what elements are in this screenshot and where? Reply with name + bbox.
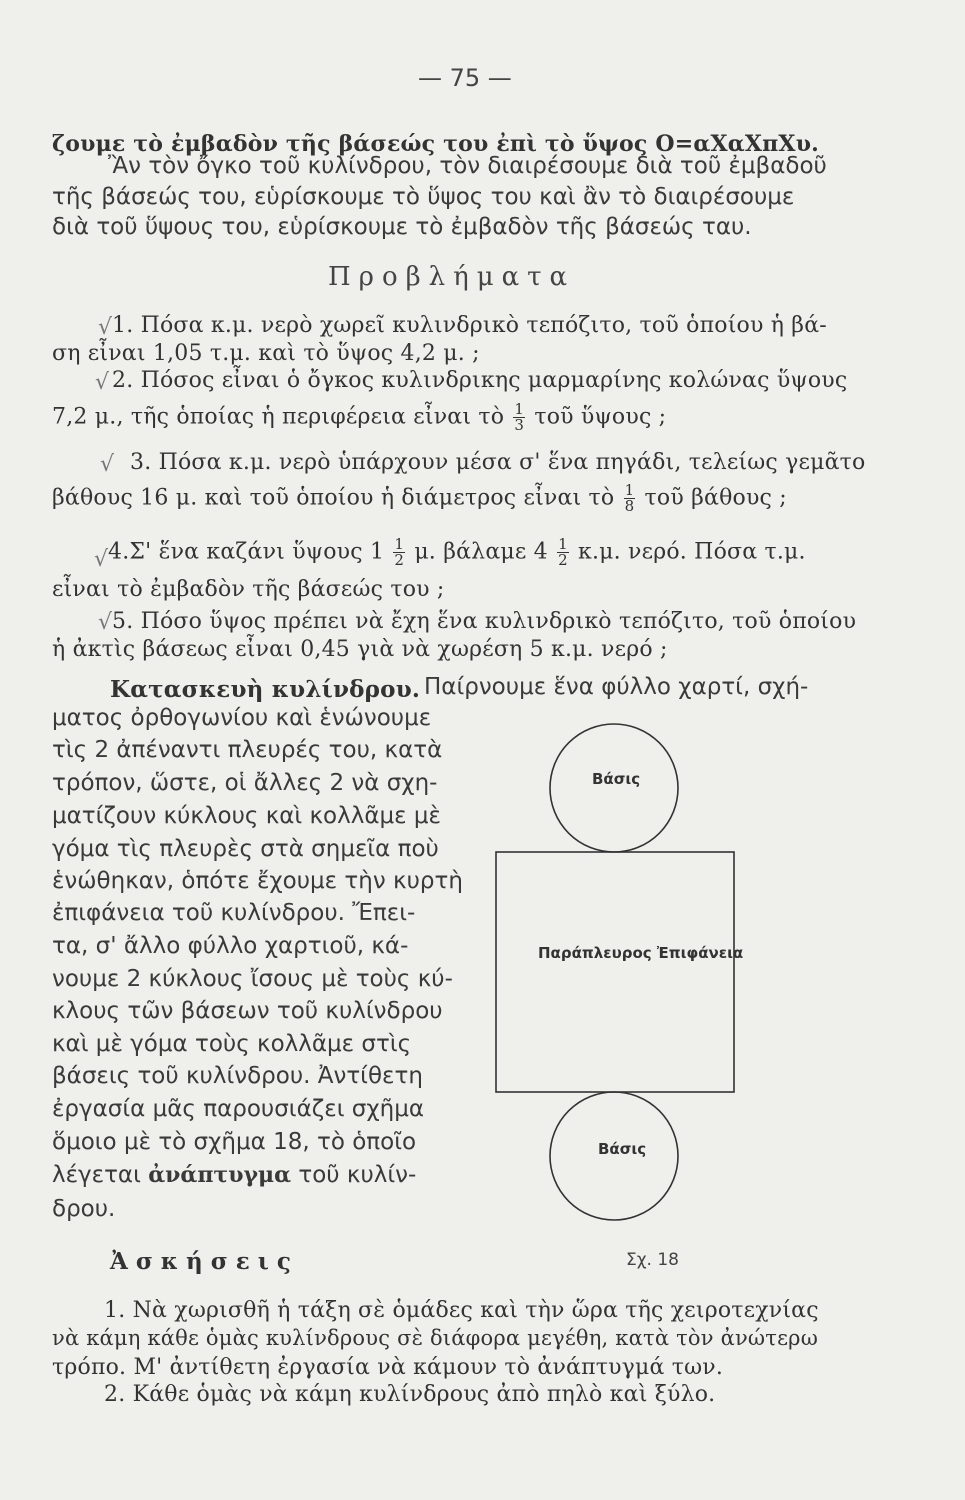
problem-3-text-a: βάθους 16 μ. καὶ τοῦ ὁποίου ἡ διάμετρος εἶναι τὸ [52, 485, 615, 511]
check-mark-4: √ [94, 547, 109, 572]
problem-2-text-b: τοῦ ὕψους ; [534, 404, 667, 430]
fraction-numerator: 1 [514, 400, 525, 418]
problem-2-text-a: 7,2 μ., τῆς ὁποίας ἡ περιφέρεια εἶναι τὸ [52, 404, 505, 430]
construction-text-tail: τοῦ κυλίν- [298, 1162, 417, 1188]
construction-line-14: ὅμοιο μὲ τὸ σχῆμα 18, τὸ ὁποῖο [52, 1129, 417, 1155]
construction-line-12: βάσεις τοῦ κυλίνδρου. Ἀντίθετη [52, 1063, 423, 1089]
problem-3-text-b: τοῦ βάθους ; [644, 485, 787, 511]
page-number: — 75 — [418, 64, 512, 92]
cylinder-net-figure [490, 718, 740, 1288]
problem-4-text-a: 4.Σ' ἕνα καζάνι ὕψους 1 [108, 539, 385, 565]
check-mark-5: √ [98, 610, 113, 635]
construction-line-13: ἐργασία μᾶς παρουσιάζει σχῆμα [52, 1096, 425, 1122]
problems-heading: Προβλήματα [328, 262, 576, 292]
construction-line-4: ματίζουν κύκλους καὶ κολλᾶμε μὲ [52, 803, 441, 829]
development-term: ἀνάπτυγμα [148, 1162, 292, 1188]
exercise-1-line-2: νὰ κάμη κάθε ὁμὰς κυλίνδρους σὲ διάφορα μεγέθη, κατὰ τὸν ἀνώτερω [52, 1326, 819, 1350]
exercises-heading: Ἀσκήσεις [110, 1248, 299, 1275]
figure-caption: Σχ. 18 [626, 1250, 680, 1270]
problem-4-text-b: μ. βάλαμε 4 [414, 539, 548, 565]
bottom-base-label: Βάσις [598, 1140, 647, 1158]
construction-line-10: κλους τῶν βάσεων τοῦ κυλίνδρου [52, 998, 443, 1024]
problem-2-line-1: 2. Πόσος εἶναι ὁ ὄγκος κυλινδρικης μαρμαρίνης κολώνας ὕψους [112, 368, 848, 393]
top-base-circle [550, 724, 678, 852]
construction-line-16: δρου. [52, 1196, 116, 1222]
construction-line-9: νουμε 2 κύκλους ἴσους μὲ τοὺς κύ- [52, 966, 453, 992]
fraction-denominator: 3 [514, 416, 525, 434]
construction-line-8: τα, σ' ἄλλο φύλλο χαρτιοῦ, κά- [52, 933, 409, 959]
construction-line-7: ἐπιφάνεια τοῦ κυλίνδρου. Ἔπει- [52, 900, 416, 926]
top-base-label: Βάσις [592, 770, 641, 788]
problem-4-line-2: εἶναι τὸ ἐμβαδὸν τῆς βάσεώς του ; [52, 577, 445, 602]
fraction-numerator: 1 [394, 535, 405, 553]
intro-line-3: τῆς βάσεώς του, εὑρίσκουμε τὸ ὕψος του καὶ ἂν τὸ διαιρέσουμε [52, 184, 795, 210]
intro-line-1: ζουμε τὸ ἐμβαδὸν τῆς βάσεώς του ἐπὶ τὸ ὕψος Ο=αΧαΧπΧυ. [52, 131, 820, 157]
fraction-one-third [513, 402, 525, 433]
construction-line-6: ἑνώθηκαν, ὁπότε ἔχουμε τὴν κυρτὴ [52, 868, 463, 894]
exercise-1-line-1: 1. Νὰ χωρισθῆ ἡ τάξη σὲ ὁμάδες καὶ τὴν ὥρα τῆς χειροτεχνίας [104, 1298, 819, 1323]
construction-first-line: Παίρνουμε ἕνα φύλλο χαρτί, σχή- [424, 674, 809, 700]
problem-2-line-2 [52, 402, 666, 433]
lateral-surface-rect [496, 852, 734, 1092]
fraction-denominator: 2 [558, 551, 568, 569]
fraction-one-half-a [393, 537, 405, 568]
problem-5-line-1: 5. Πόσο ὕψος πρέπει νὰ ἔχη ἕνα κυλινδρικὸ τεπόζιτο, τοῦ ὁποίου [112, 609, 857, 634]
exercise-1-line-3: τρόπο. Μ' ἀντίθετη ἐργασία νὰ κάμουν τὸ ἀνάπτυγμά των. [52, 1355, 724, 1380]
construction-line-3: τρόπον, ὥστε, οἱ ἄλλες 2 νὰ σχη- [52, 770, 438, 796]
intro-line-4: διὰ τοῦ ὕψους του, εὑρίσκουμε τὸ ἐμβαδὸν τῆς βάσεώς ταυ. [52, 214, 752, 240]
problem-4-text-c: κ.μ. νερό. Πόσα τ.μ. [578, 539, 806, 565]
construction-line-5: γόμα τὶς πλευρὲς στὰ σημεῖα ποὺ [52, 836, 439, 862]
intro-line-2: Ἂν τὸν ὄγκο τοῦ κυλίνδρου, τὸν διαιρέσουμε διὰ τοῦ ἐμβαδοῦ [108, 153, 827, 179]
fraction-denominator: 2 [394, 551, 405, 569]
fraction-denominator: 8 [624, 497, 635, 515]
fraction-one-eighth [624, 483, 636, 514]
check-mark-3: √ [100, 452, 115, 477]
problem-5-line-2: ἡ ἀκτὶς βάσεως εἶναι 0,45 γιὰ νὰ χωρέση 5 κ.μ. νερό ; [52, 637, 668, 662]
construction-line-2: τὶς 2 ἀπέναντι πλευρές του, κατὰ [52, 737, 443, 763]
lateral-surface-label: Παράπλευρος Ἐπιφάνεια [538, 944, 744, 962]
construction-line-11: καὶ μὲ γόμα τοὺς κολλᾶμε στὶς [52, 1031, 412, 1057]
problem-1-line-1: 1. Πόσα κ.μ. νερὸ χωρεῖ κυλινδρικὸ τεπόζιτο, τοῦ ὁποίου ἡ βά- [112, 313, 827, 338]
construction-line-1: ματος ὀρθογωνίου καὶ ἑνώνουμε [52, 705, 432, 731]
fraction-one-half-b [557, 537, 569, 568]
fraction-numerator: 1 [624, 481, 635, 499]
fraction-numerator: 1 [558, 535, 568, 553]
problem-3-line-1: 3. Πόσα κ.μ. νερὸ ὑπάρχουν μέσα σ' ἕνα πηγάδι, τελείως γεμᾶτο [130, 450, 866, 475]
construction-text: λέγεται [52, 1162, 141, 1188]
exercise-2-line-1: 2. Κάθε ὁμὰς νὰ κάμη κυλίνδρους ἀπὸ πηλὸ καὶ ξύλο. [104, 1382, 716, 1407]
construction-title: Κατασκευὴ κυλίνδρου. [110, 676, 421, 703]
problem-4-line-1 [108, 537, 806, 568]
check-mark-1: √ [98, 315, 113, 340]
construction-line-15 [52, 1162, 416, 1188]
check-mark-2: √ [95, 370, 110, 395]
problem-3-line-2 [52, 483, 787, 514]
problem-1-line-2: ση εἶναι 1,05 τ.μ. καὶ τὸ ὕψος 4,2 μ. ; [52, 341, 480, 366]
